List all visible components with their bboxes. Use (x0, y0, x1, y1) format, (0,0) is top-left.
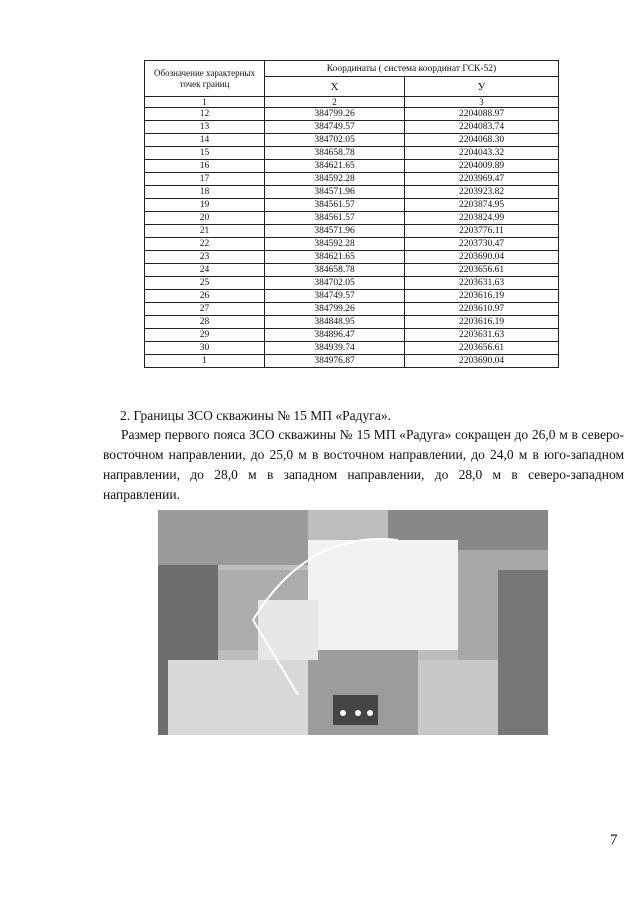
x-coordinate-cell: 384702.05 (265, 134, 405, 147)
y-coordinate-cell: 2203616.19 (405, 316, 559, 329)
point-id-cell: 17 (145, 173, 265, 186)
table-row (145, 355, 559, 368)
x-coordinate-cell: 384848.95 (265, 316, 405, 329)
table-row (145, 199, 559, 212)
coordinates-table (144, 60, 559, 368)
header-designation: Обозначение характерных точек границ (145, 61, 265, 97)
y-coordinate-cell: 2203776.11 (405, 225, 559, 238)
point-id-cell: 15 (145, 147, 265, 160)
x-coordinate-cell: 384799.26 (265, 108, 405, 121)
header-y: У (405, 77, 559, 97)
table-row (145, 108, 559, 121)
table-row (145, 303, 559, 316)
table-row (145, 316, 559, 329)
table-row (145, 160, 559, 173)
table-row (145, 290, 559, 303)
y-coordinate-cell: 2203631.63 (405, 277, 559, 290)
x-coordinate-cell: 384592.28 (265, 238, 405, 251)
y-coordinate-cell: 2203656.61 (405, 342, 559, 355)
column-number: 2 (265, 97, 405, 108)
y-coordinate-cell: 2203690.04 (405, 355, 559, 368)
point-id-cell: 28 (145, 316, 265, 329)
point-id-cell: 25 (145, 277, 265, 290)
x-coordinate-cell: 384976.87 (265, 355, 405, 368)
x-coordinate-cell: 384571.96 (265, 186, 405, 199)
y-coordinate-cell: 2203616.19 (405, 290, 559, 303)
y-coordinate-cell: 2203730.47 (405, 238, 559, 251)
point-id-cell: 21 (145, 225, 265, 238)
y-coordinate-cell: 2203690.04 (405, 251, 559, 264)
page-number: 7 (610, 832, 618, 848)
y-coordinate-cell: 2204088.97 (405, 108, 559, 121)
table-row (145, 212, 559, 225)
x-coordinate-cell: 384896.47 (265, 329, 405, 342)
table-row (145, 238, 559, 251)
point-id-cell: 14 (145, 134, 265, 147)
point-id-cell: 1 (145, 355, 265, 368)
header-x: X (265, 77, 405, 97)
y-coordinate-cell: 2204009.89 (405, 160, 559, 173)
column-number: 1 (145, 97, 265, 108)
table-row (145, 277, 559, 290)
table-row (145, 147, 559, 160)
point-id-cell: 23 (145, 251, 265, 264)
table-row (145, 134, 559, 147)
point-id-cell: 18 (145, 186, 265, 199)
x-coordinate-cell: 384658.78 (265, 147, 405, 160)
point-id-cell: 24 (145, 264, 265, 277)
y-coordinate-cell: 2203824.99 (405, 212, 559, 225)
map-photo-icon (158, 510, 548, 735)
table-row (145, 225, 559, 238)
point-id-cell: 19 (145, 199, 265, 212)
y-coordinate-cell: 2203631.63 (405, 329, 559, 342)
y-coordinate-cell: 2203610.97 (405, 303, 559, 316)
table-row (145, 173, 559, 186)
point-id-cell: 27 (145, 303, 265, 316)
point-id-cell: 12 (145, 108, 265, 121)
point-id-cell: 30 (145, 342, 265, 355)
point-id-cell: 16 (145, 160, 265, 173)
x-coordinate-cell: 384592.28 (265, 173, 405, 186)
y-coordinate-cell: 2204043.32 (405, 147, 559, 160)
x-coordinate-cell: 384702.05 (265, 277, 405, 290)
y-coordinate-cell: 2203969.47 (405, 173, 559, 186)
point-id-cell: 22 (145, 238, 265, 251)
column-number: 3 (405, 97, 559, 108)
y-coordinate-cell: 2204083.74 (405, 121, 559, 134)
table-body (145, 108, 559, 368)
x-coordinate-cell: 384939.74 (265, 342, 405, 355)
x-coordinate-cell: 384621.65 (265, 160, 405, 173)
section-title: 2. Границы ЗСО скважины № 15 МП «Радуга». (120, 408, 391, 423)
x-coordinate-cell: 384749.57 (265, 290, 405, 303)
x-coordinate-cell: 384561.57 (265, 212, 405, 225)
x-coordinate-cell: 384571.96 (265, 225, 405, 238)
body-paragraph: Размер первого пояса ЗСО скважины № 15 МП «Радуга» сокращен до 26,0 м в северо-восточном направлении, до 25,0 м в восточном направлении, до 24,0 м в юго-западном направлении, до 28,0 м в западном направлении, до 28,0 м в северо-западном направлении. (103, 427, 624, 502)
x-coordinate-cell: 384658.78 (265, 264, 405, 277)
y-coordinate-cell: 2203923.82 (405, 186, 559, 199)
x-coordinate-cell: 384561.57 (265, 199, 405, 212)
table-row (145, 251, 559, 264)
table-row (145, 121, 559, 134)
y-coordinate-cell: 2203874.95 (405, 199, 559, 212)
x-coordinate-cell: 384621.65 (265, 251, 405, 264)
point-id-cell: 26 (145, 290, 265, 303)
x-coordinate-cell: 384749.57 (265, 121, 405, 134)
y-coordinate-cell: 2203656.61 (405, 264, 559, 277)
x-coordinate-cell: 384799.26 (265, 303, 405, 316)
table-row (145, 186, 559, 199)
point-id-cell: 20 (145, 212, 265, 225)
point-id-cell: 13 (145, 121, 265, 134)
table-row (145, 342, 559, 355)
header-coordinate-system: Координаты ( система координат ГСК-52) (265, 61, 559, 77)
map-photo (158, 510, 548, 735)
table-row (145, 329, 559, 342)
point-id-cell: 29 (145, 329, 265, 342)
y-coordinate-cell: 2204068.30 (405, 134, 559, 147)
table-row (145, 264, 559, 277)
